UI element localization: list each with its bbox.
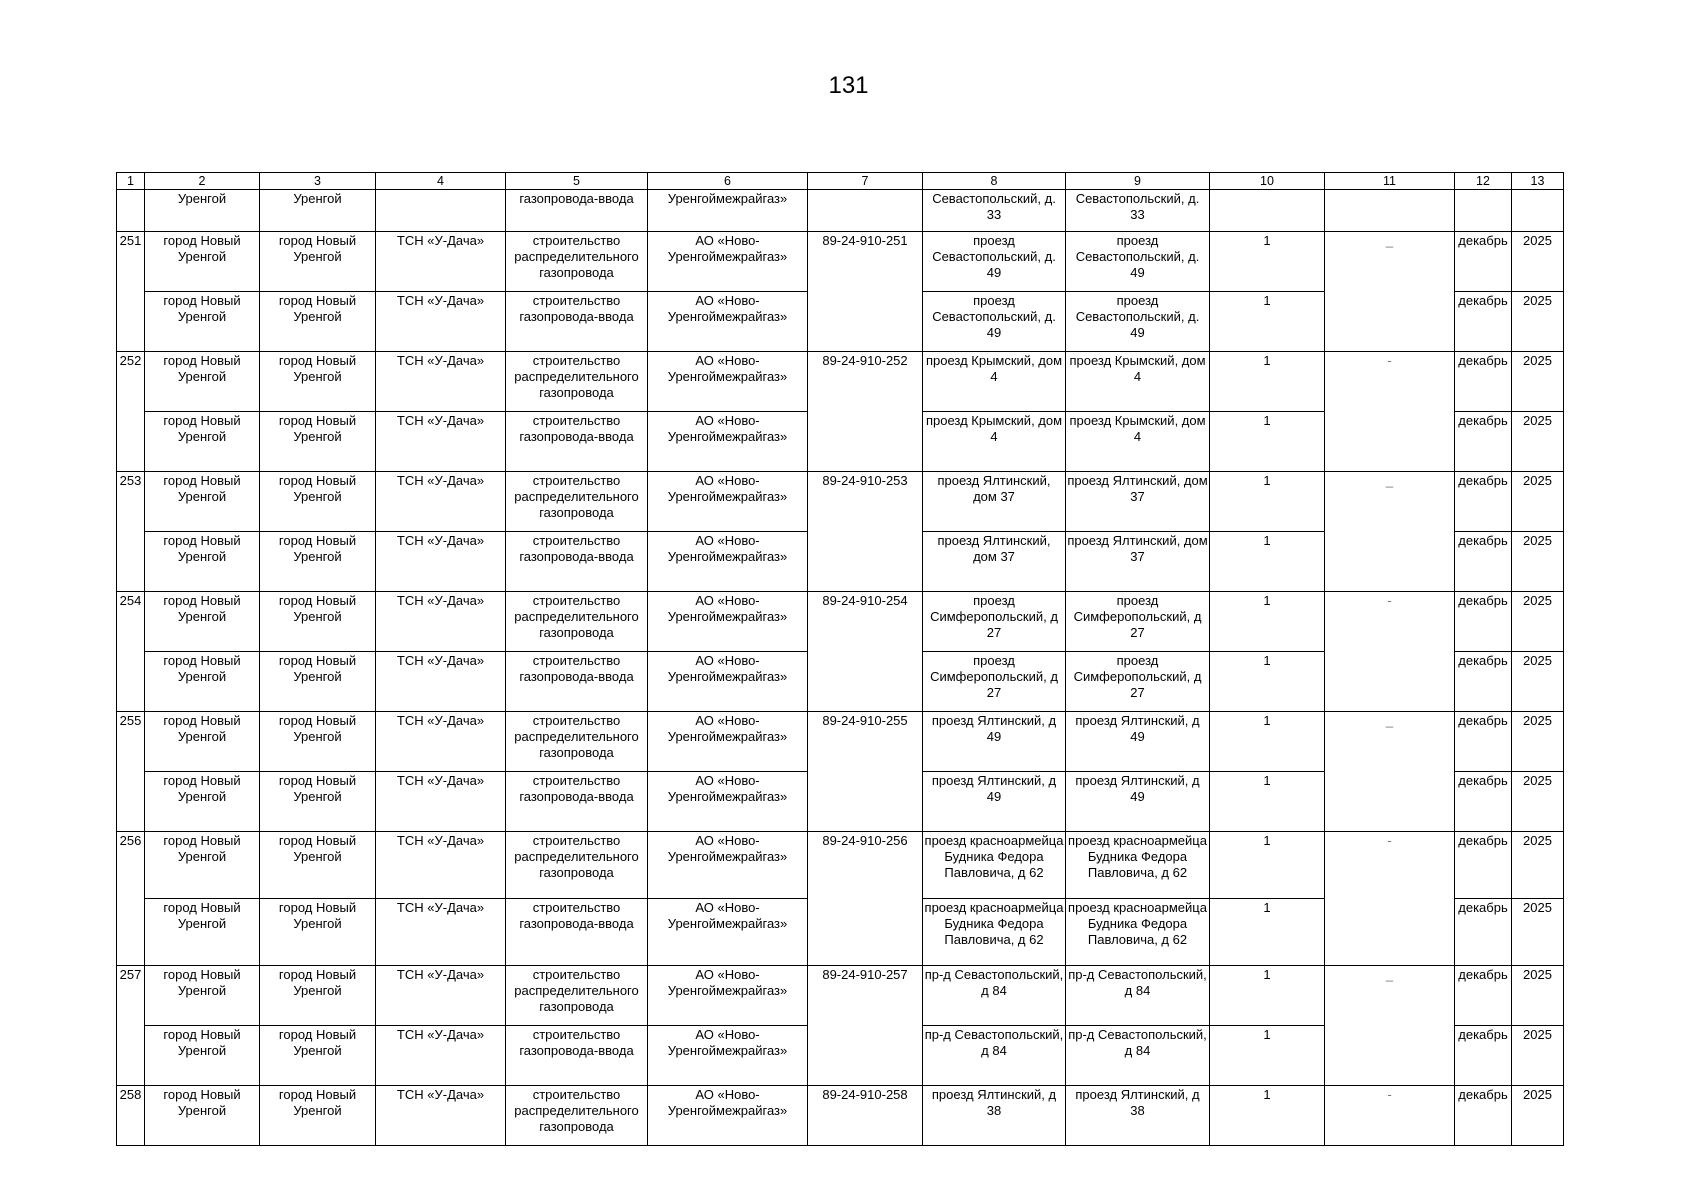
table-cell: строительство газопровода-ввода — [506, 772, 648, 832]
row-number: 256 — [117, 832, 145, 966]
column-number-header — [117, 173, 1564, 190]
table-cell: город Новый Уренгой — [260, 1086, 376, 1146]
table-cell: АО «Ново-Уренгоймежрайгаз» — [648, 899, 808, 966]
table-cell: декабрь — [1455, 772, 1512, 832]
page-number: 131 — [828, 72, 869, 99]
table-cell: город Новый Уренгой — [145, 412, 260, 472]
table-cell: Уренгой — [145, 190, 260, 232]
table-cell: декабрь — [1455, 292, 1512, 352]
table-row — [117, 592, 1564, 652]
table-cell: город Новый Уренгой — [145, 472, 260, 532]
table-cell: проезд Симферопольский, д 27 — [1066, 652, 1210, 712]
row-number: 257 — [117, 966, 145, 1086]
table-cell: АО «Ново-Уренгоймежрайгаз» — [648, 592, 808, 652]
table-cell: проезд Севастопольский, д. 49 — [1066, 232, 1210, 292]
table-cell: проезд Крымский, дом 4 — [923, 412, 1066, 472]
row-number: 254 — [117, 592, 145, 712]
table-cell: АО «Ново-Уренгоймежрайгаз» — [648, 352, 808, 412]
registry-body — [117, 190, 1564, 1146]
column-number: 6 — [648, 173, 808, 190]
table-row — [117, 1086, 1564, 1146]
table-cell: город Новый Уренгой — [260, 472, 376, 532]
table-cell: ТСН «У-Дача» — [376, 532, 506, 592]
table-cell: АО «Ново-Уренгоймежрайгаз» — [648, 1086, 808, 1146]
table-cell: город Новый Уренгой — [260, 352, 376, 412]
dash-mark: - — [1325, 832, 1455, 966]
table-cell: 1 — [1210, 292, 1325, 352]
table-cell: ТСН «У-Дача» — [376, 472, 506, 532]
table-cell — [1325, 190, 1455, 232]
table-cell: 2025 — [1512, 712, 1564, 772]
table-cell: пр-д Севастопольский, д 84 — [1066, 966, 1210, 1026]
table-cell: город Новый Уренгой — [145, 832, 260, 899]
table-cell: 1 — [1210, 652, 1325, 712]
table-cell: проезд Севастопольский, д. 49 — [923, 232, 1066, 292]
object-code: 89-24-910-253 — [808, 472, 923, 592]
table-cell: 2025 — [1512, 1086, 1564, 1146]
object-code: 89-24-910-255 — [808, 712, 923, 832]
table-cell: 2025 — [1512, 652, 1564, 712]
table-cell: декабрь — [1455, 966, 1512, 1026]
table-cell: строительство распределительного газопровода — [506, 712, 648, 772]
table-cell: город Новый Уренгой — [145, 772, 260, 832]
table-cell: проезд Ялтинский, д 49 — [1066, 712, 1210, 772]
table-cell: проезд Симферопольский, д 27 — [1066, 592, 1210, 652]
continuation-row — [117, 190, 1564, 232]
object-code: 89-24-910-258 — [808, 1086, 923, 1146]
table-cell: АО «Ново-Уренгоймежрайгаз» — [648, 832, 808, 899]
table-cell: город Новый Уренгой — [145, 1086, 260, 1146]
table-cell: АО «Ново-Уренгоймежрайгаз» — [648, 532, 808, 592]
column-number: 2 — [145, 173, 260, 190]
table-cell: город Новый Уренгой — [145, 1026, 260, 1086]
column-number: 8 — [923, 173, 1066, 190]
table-cell: 1 — [1210, 712, 1325, 772]
column-number: 12 — [1455, 173, 1512, 190]
table-row — [117, 352, 1564, 412]
table-cell: 1 — [1210, 1026, 1325, 1086]
table-cell: АО «Ново-Уренгоймежрайгаз» — [648, 232, 808, 292]
table-cell: ТСН «У-Дача» — [376, 1026, 506, 1086]
table-cell: город Новый Уренгой — [260, 592, 376, 652]
table-cell: АО «Ново-Уренгоймежрайгаз» — [648, 712, 808, 772]
table-cell: декабрь — [1455, 472, 1512, 532]
column-number: 3 — [260, 173, 376, 190]
object-code: 89-24-910-256 — [808, 832, 923, 966]
table-cell: 1 — [1210, 832, 1325, 899]
table-cell: пр-д Севастопольский, д 84 — [923, 966, 1066, 1026]
table-cell: проезд красноармейца Будника Федора Павловича, д 62 — [1066, 832, 1210, 899]
table-cell: 1 — [1210, 352, 1325, 412]
table-cell: декабрь — [1455, 352, 1512, 412]
table-cell — [1455, 190, 1512, 232]
dash-mark: - — [1325, 592, 1455, 712]
table-cell: Уренгой — [260, 190, 376, 232]
table-cell: строительство распределительного газопровода — [506, 1086, 648, 1146]
table-cell: АО «Ново-Уренгоймежрайгаз» — [648, 652, 808, 712]
table-cell: проезд Ялтинский, д 49 — [923, 712, 1066, 772]
row-number: 258 — [117, 1086, 145, 1146]
table-cell: проезд Крымский, дом 4 — [1066, 352, 1210, 412]
table-cell: строительство распределительного газопровода — [506, 352, 648, 412]
table-cell: декабрь — [1455, 712, 1512, 772]
table-cell: строительство распределительного газопровода — [506, 966, 648, 1026]
table-cell: проезд Симферопольский, д 27 — [923, 592, 1066, 652]
dash-mark: _ — [1325, 712, 1455, 832]
registry-table — [116, 172, 1564, 1146]
table-cell — [1210, 190, 1325, 232]
table-cell: 2025 — [1512, 1026, 1564, 1086]
table-cell: 1 — [1210, 532, 1325, 592]
table-cell: проезд Ялтинский, д 49 — [923, 772, 1066, 832]
dash-mark: _ — [1325, 472, 1455, 592]
table-cell: ТСН «У-Дача» — [376, 712, 506, 772]
table-row — [117, 966, 1564, 1026]
table-cell: 2025 — [1512, 772, 1564, 832]
table-cell: город Новый Уренгой — [145, 592, 260, 652]
table-cell: город Новый Уренгой — [145, 532, 260, 592]
table-cell: город Новый Уренгой — [145, 652, 260, 712]
table-cell: строительство газопровода-ввода — [506, 652, 648, 712]
object-code: 89-24-910-252 — [808, 352, 923, 472]
table-cell: газопровода-ввода — [506, 190, 648, 232]
column-number: 4 — [376, 173, 506, 190]
table-cell: проезд Севастопольский, д. 49 — [923, 292, 1066, 352]
table-cell: АО «Ново-Уренгоймежрайгаз» — [648, 1026, 808, 1086]
table-cell: строительство газопровода-ввода — [506, 532, 648, 592]
table-cell: город Новый Уренгой — [145, 292, 260, 352]
table-cell: 1 — [1210, 412, 1325, 472]
table-cell: город Новый Уренгой — [260, 712, 376, 772]
table-cell: 2025 — [1512, 966, 1564, 1026]
table-cell: декабрь — [1455, 232, 1512, 292]
table-cell: строительство газопровода-ввода — [506, 412, 648, 472]
table-cell: город Новый Уренгой — [260, 532, 376, 592]
table-cell: 2025 — [1512, 412, 1564, 472]
column-number: 13 — [1512, 173, 1564, 190]
table-cell: АО «Ново-Уренгоймежрайгаз» — [648, 292, 808, 352]
table-cell: город Новый Уренгой — [145, 899, 260, 966]
column-number: 9 — [1066, 173, 1210, 190]
table-cell: ТСН «У-Дача» — [376, 899, 506, 966]
row-number: 253 — [117, 472, 145, 592]
table-cell: АО «Ново-Уренгоймежрайгаз» — [648, 966, 808, 1026]
table-cell: проезд Ялтинский, дом 37 — [923, 532, 1066, 592]
table-cell: ТСН «У-Дача» — [376, 966, 506, 1026]
table-cell: город Новый Уренгой — [145, 966, 260, 1026]
table-cell: 1 — [1210, 966, 1325, 1026]
table-cell: 2025 — [1512, 899, 1564, 966]
table-cell — [117, 190, 145, 232]
table-cell: город Новый Уренгой — [260, 966, 376, 1026]
table-cell: город Новый Уренгой — [260, 1026, 376, 1086]
table-cell: 1 — [1210, 472, 1325, 532]
table-cell: пр-д Севастопольский, д 84 — [923, 1026, 1066, 1086]
table-cell: ТСН «У-Дача» — [376, 1086, 506, 1146]
table-cell: проезд Симферопольский, д 27 — [923, 652, 1066, 712]
table-cell: декабрь — [1455, 532, 1512, 592]
row-number: 252 — [117, 352, 145, 472]
table-cell: ТСН «У-Дача» — [376, 772, 506, 832]
column-number: 11 — [1325, 173, 1455, 190]
table-cell: пр-д Севастопольский, д 84 — [1066, 1026, 1210, 1086]
table-cell: 2025 — [1512, 532, 1564, 592]
table-cell: строительство газопровода-ввода — [506, 292, 648, 352]
table-cell: город Новый Уренгой — [260, 292, 376, 352]
table-cell: ТСН «У-Дача» — [376, 232, 506, 292]
table-row — [117, 472, 1564, 532]
table-cell: строительство газопровода-ввода — [506, 899, 648, 966]
column-number: 7 — [808, 173, 923, 190]
table-row — [117, 232, 1564, 292]
table-cell: декабрь — [1455, 899, 1512, 966]
table-cell: 1 — [1210, 899, 1325, 966]
table-cell: строительство распределительного газопровода — [506, 232, 648, 292]
table-cell: Севастопольский, д. 33 — [923, 190, 1066, 232]
table-cell: город Новый Уренгой — [145, 352, 260, 412]
table-cell: проезд Ялтинский, д 49 — [1066, 772, 1210, 832]
column-number: 1 — [117, 173, 145, 190]
table-cell: проезд красноармейца Будника Федора Павловича, д 62 — [923, 832, 1066, 899]
table-row — [117, 712, 1564, 772]
table-cell: Севастопольский, д. 33 — [1066, 190, 1210, 232]
table-cell: проезд Крымский, дом 4 — [923, 352, 1066, 412]
table-cell: строительство распределительного газопровода — [506, 472, 648, 532]
table-cell: декабрь — [1455, 652, 1512, 712]
row-number: 251 — [117, 232, 145, 352]
table-cell: декабрь — [1455, 1026, 1512, 1086]
table-cell: 2025 — [1512, 292, 1564, 352]
dash-mark: _ — [1325, 966, 1455, 1086]
table-cell — [1512, 190, 1564, 232]
table-cell: 1 — [1210, 232, 1325, 292]
table-cell: город Новый Уренгой — [145, 232, 260, 292]
column-number: 5 — [506, 173, 648, 190]
object-code: 89-24-910-254 — [808, 592, 923, 712]
table-cell: 2025 — [1512, 472, 1564, 532]
table-cell: АО «Ново-Уренгоймежрайгаз» — [648, 412, 808, 472]
dash-mark: - — [1325, 352, 1455, 472]
table-cell: декабрь — [1455, 592, 1512, 652]
table-cell: проезд Ялтинский, д 38 — [923, 1086, 1066, 1146]
table-cell: ТСН «У-Дача» — [376, 352, 506, 412]
table-cell: строительство распределительного газопровода — [506, 832, 648, 899]
table-cell: город Новый Уренгой — [260, 832, 376, 899]
table-cell: 1 — [1210, 772, 1325, 832]
table-cell: 2025 — [1512, 352, 1564, 412]
table-cell: город Новый Уренгой — [260, 652, 376, 712]
table-cell: проезд Ялтинский, дом 37 — [1066, 472, 1210, 532]
table-cell: строительство газопровода-ввода — [506, 1026, 648, 1086]
table-cell: город Новый Уренгой — [145, 712, 260, 772]
table-cell: строительство распределительного газопровода — [506, 592, 648, 652]
table-cell: декабрь — [1455, 832, 1512, 899]
table-cell — [376, 190, 506, 232]
column-number: 10 — [1210, 173, 1325, 190]
table-cell: проезд красноармейца Будника Федора Павловича, д 62 — [923, 899, 1066, 966]
table-cell: город Новый Уренгой — [260, 412, 376, 472]
table-cell: 2025 — [1512, 592, 1564, 652]
table-cell: город Новый Уренгой — [260, 899, 376, 966]
table-cell: АО «Ново-Уренгоймежрайгаз» — [648, 772, 808, 832]
table-cell: 2025 — [1512, 232, 1564, 292]
dash-mark: - — [1325, 1086, 1455, 1146]
column-number-row — [117, 173, 1564, 190]
table-cell: АО «Ново-Уренгоймежрайгаз» — [648, 472, 808, 532]
table-cell: проезд Ялтинский, дом 37 — [923, 472, 1066, 532]
object-code: 89-24-910-257 — [808, 966, 923, 1086]
table-cell: проезд Крымский, дом 4 — [1066, 412, 1210, 472]
table-cell: 1 — [1210, 1086, 1325, 1146]
table-cell: Уренгоймежрайгаз» — [648, 190, 808, 232]
table-cell: проезд Ялтинский, дом 37 — [1066, 532, 1210, 592]
table-cell: ТСН «У-Дача» — [376, 652, 506, 712]
table-cell: ТСН «У-Дача» — [376, 832, 506, 899]
table-cell: город Новый Уренгой — [260, 772, 376, 832]
table-row — [117, 832, 1564, 899]
table-cell: проезд красноармейца Будника Федора Павловича, д 62 — [1066, 899, 1210, 966]
table-cell: декабрь — [1455, 412, 1512, 472]
table-cell: ТСН «У-Дача» — [376, 292, 506, 352]
table-cell: 1 — [1210, 592, 1325, 652]
table-cell: декабрь — [1455, 1086, 1512, 1146]
dash-mark: _ — [1325, 232, 1455, 352]
object-code: 89-24-910-251 — [808, 232, 923, 352]
table-cell: город Новый Уренгой — [260, 232, 376, 292]
table-cell: проезд Ялтинский, д 38 — [1066, 1086, 1210, 1146]
table-cell: проезд Севастопольский, д. 49 — [1066, 292, 1210, 352]
table-cell: 2025 — [1512, 832, 1564, 899]
table-cell: ТСН «У-Дача» — [376, 412, 506, 472]
table-cell — [808, 190, 923, 232]
table-cell: ТСН «У-Дача» — [376, 592, 506, 652]
row-number: 255 — [117, 712, 145, 832]
